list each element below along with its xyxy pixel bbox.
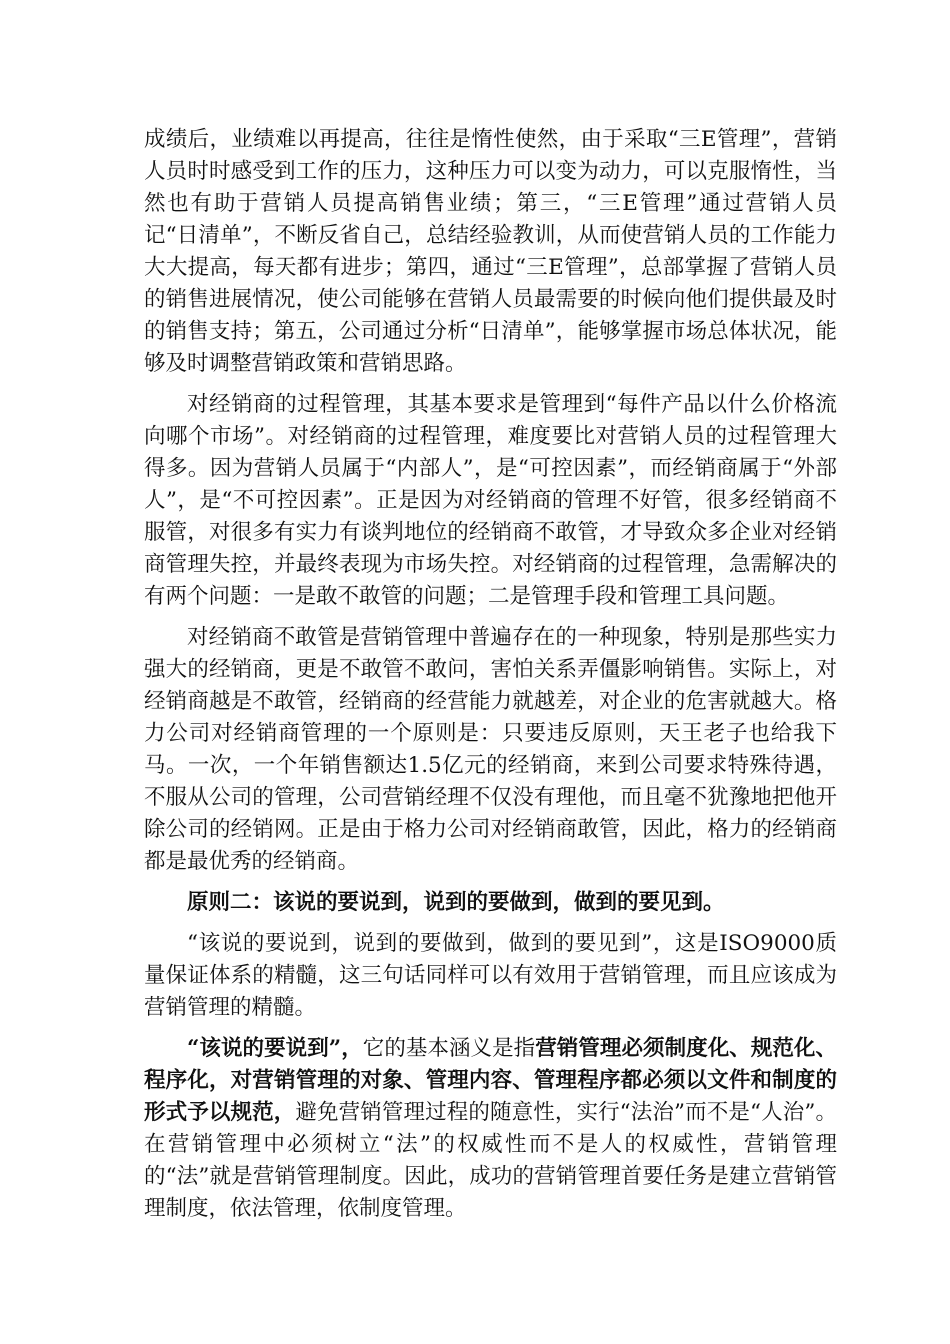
paragraph-6	[144, 1033, 837, 1225]
paragraph-2	[144, 389, 837, 613]
paragraph-text-run: 它的基本涵义是指	[362, 1036, 536, 1061]
paragraph-text-run: 避免营销管理过程的随意性，实行“法治”而不是“人治”。在营销管理中必须树立“法”的权威性而不是人的权威性，营销管理的“法”就是营销管理制度。因此，成功的营销管理首要任务是建立营销管理制度，依法管理，依制度管理。	[144, 1100, 837, 1221]
paragraph-text: “该说的要说到，说到的要做到，做到的要见到”，这是ISO9000质量保证体系的精髓，这三句话同样可以有效用于营销管理，而且应该成为营销管理的精髓。	[144, 931, 837, 1020]
document-body	[144, 124, 837, 1225]
section-heading-principle-2	[144, 887, 837, 919]
bold-emphasis-run: 营销管理必须制度化、规范化、程序化，对营销管理的对象、管理内容、管理程序都必须以文件和制度的形式予以规范，	[144, 1036, 837, 1125]
paragraph-5	[144, 928, 837, 1024]
paragraph-1	[144, 124, 837, 380]
paragraph-text: 对经销商不敢管是营销管理中普遍存在的一种现象，特别是那些实力强大的经销商，更是不敢管不敢问，害怕关系弄僵影响销售。实际上，对经销商越是不敢管，经销商的经营能力就越差，对企业的危害就越大。格力公司对经销商管理的一个原则是：只要违反原则，天王老子也给我下马。一次，一个年销售额达1.5亿元的经销商，来到公司要求特殊待遇，不服从公司的管理，公司营销经理不仅没有理他，而且毫不犹豫地把他开除公司的经销网。正是由于格力公司对经销商敢管，因此，格力的经销商都是最优秀的经销商。	[144, 625, 837, 874]
paragraph-3	[144, 622, 837, 878]
paragraph-text: 成绩后，业绩难以再提高，往往是惰性使然，由于采取“三E管理”，营销人员时时感受到工作的压力，这种压力可以变为动力，可以克服惰性，当然也有助于营销人员提高销售业绩；第三，“三E管理”通过营销人员记“日清单”，不断反省自己，总结经验教训，从而使营销人员的工作能力大大提高，每天都有进步；第四，通过“三E管理”，总部掌握了营销人员的销售进展情况，使公司能够在营销人员最需要的时候向他们提供最及时的销售支持；第五，公司通过分析“日清单”，能够掌握市场总体状况，能够及时调整营销政策和营销思路。	[144, 127, 837, 376]
heading-text: 原则二：该说的要说到，说到的要做到，做到的要见到。	[187, 890, 725, 915]
bold-quote-run: “该说的要说到”，	[187, 1036, 363, 1061]
paragraph-text: 对经销商的过程管理，其基本要求是管理到“每件产品以什么价格流向哪个市场”。对经销商的过程管理，难度要比对营销人员的过程管理大得多。因为营销人员属于“内部人”，是“可控因素”，而经销商属于“外部人”，是“不可控因素”。正是因为对经销商的管理不好管，很多经销商不服管，对很多有实力有谈判地位的经销商不敢管，才导致众多企业对经销商管理失控，并最终表现为市场失控。对经销商的过程管理，急需解决的有两个问题：一是敢不敢管的问题；二是管理手段和管理工具问题。	[144, 392, 837, 609]
